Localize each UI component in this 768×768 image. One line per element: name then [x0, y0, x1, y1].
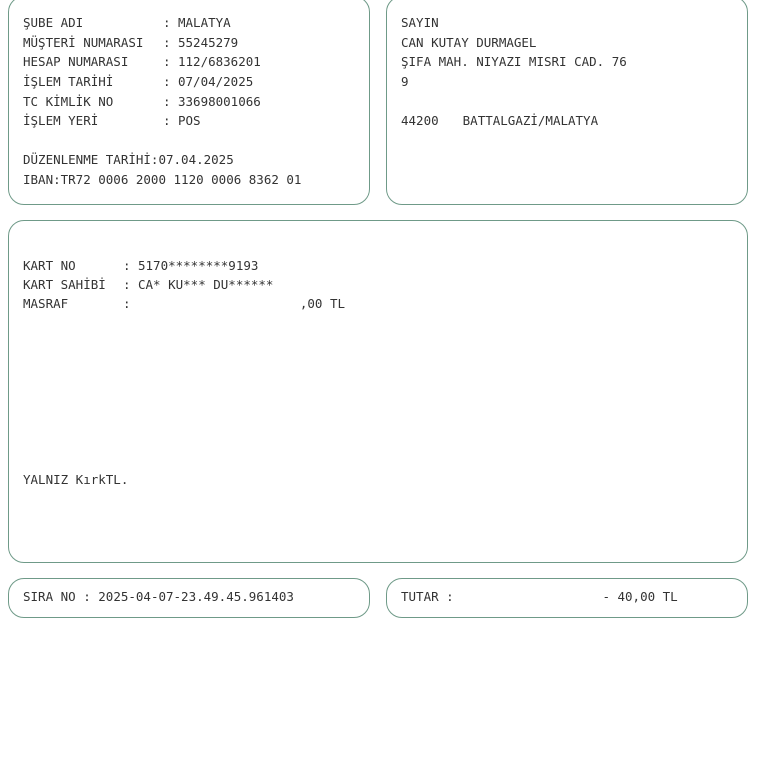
address-line-1: ŞIFA MAH. NIYAZI MISRI CAD. 76	[401, 54, 627, 69]
customer-name: CAN KUTAY DURMAGEL	[401, 35, 537, 50]
amount-in-words: YALNIZ KırkTL.	[23, 472, 129, 487]
tc-id-number: 33698001066	[178, 94, 261, 109]
customer-number: 55245279	[178, 35, 239, 50]
card-holder-row: KART SAHİBİ : CA* KU*** DU******	[23, 277, 274, 292]
account-number-row: HESAP NUMARASI : 112/6836201	[23, 54, 261, 69]
branch-name: MALATYA	[178, 15, 231, 30]
issue-date: DÜZENLENME TARİHİ:07.04.2025	[23, 152, 234, 167]
total-amount: - 40,00 TL	[602, 589, 678, 604]
total-row: TUTAR : - 40,00 TL	[401, 589, 678, 604]
fee-row: MASRAF : ,00 TL	[23, 296, 345, 311]
salutation: SAYIN	[401, 15, 439, 30]
postal-code: 44200	[401, 113, 439, 128]
customer-address-panel	[386, 0, 748, 205]
district-city: BATTALGAZİ/MALATYA	[462, 113, 599, 128]
card-number-row: KART NO : 5170********9193	[23, 258, 259, 273]
fee-amount: ,00 TL	[299, 296, 345, 311]
card-holder: CA* KU*** DU******	[138, 277, 274, 292]
sequence-row: SIRA NO : 2025-04-07-23.49.45.961403	[23, 589, 294, 604]
transaction-place-row: İŞLEM YERİ : POS	[23, 113, 201, 128]
postal-city-row	[401, 113, 598, 129]
transaction-date-row: İŞLEM TARİHİ : 07/04/2025	[23, 74, 254, 89]
transaction-date: 07/04/2025	[178, 74, 254, 89]
sequence-number: 2025-04-07-23.49.45.961403	[98, 589, 294, 604]
iban: IBAN:TR72 0006 2000 1120 0006 8362 01	[23, 172, 302, 187]
address-line-2: 9	[401, 74, 409, 89]
branch-row: ŞUBE ADI : MALATYA	[23, 15, 231, 30]
account-number: 112/6836201	[178, 54, 261, 69]
transaction-place: POS	[178, 113, 201, 128]
customer-number-row: MÜŞTERİ NUMARASI : 55245279	[23, 35, 239, 50]
card-number: 5170********9193	[138, 258, 259, 273]
tc-id-row: TC KİMLİK NO : 33698001066	[23, 94, 261, 109]
